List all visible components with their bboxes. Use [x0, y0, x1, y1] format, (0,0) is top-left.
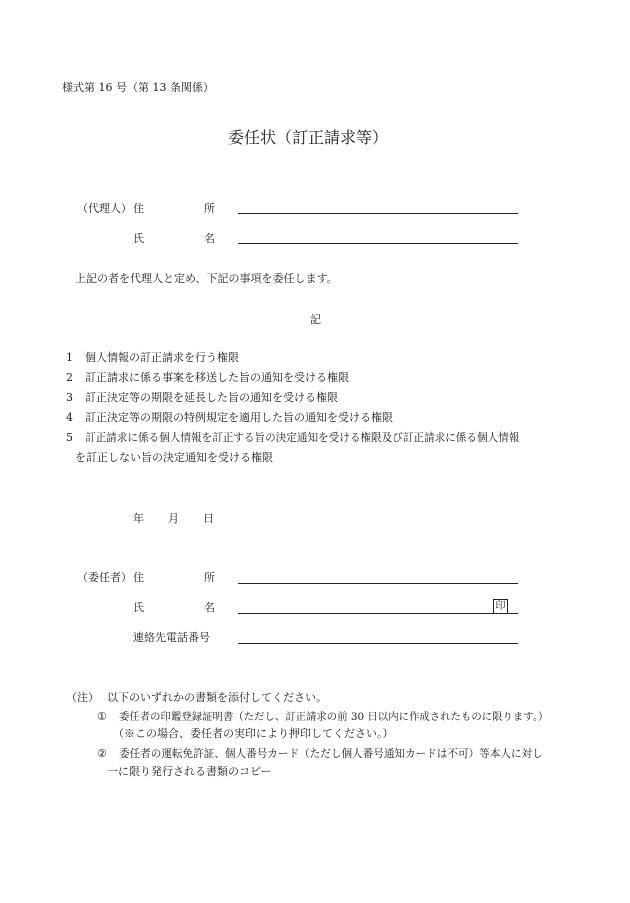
principal-address-label-2: 所: [204, 571, 215, 584]
agent-name-label-2: 名: [204, 232, 215, 245]
principal-name-field[interactable]: [238, 613, 518, 614]
agent-name-label-1: 氏: [133, 232, 144, 245]
note-text: 委任者の印鑑登録証明書（ただし、訂正請求の前 30 日以内に作成されたものに限ります。）: [119, 711, 549, 723]
note-number: ②: [97, 747, 107, 760]
agent-address-label-2: 所: [204, 202, 215, 215]
form-number: 様式第 16 号（第 13 条関係）: [62, 81, 214, 94]
principal-phone-label: 連絡先電話番号: [133, 631, 210, 644]
item-text: 訂正請求に係る個人情報を訂正する旨の決定通知を受ける権限及び訂正請求に係る個人情報: [85, 432, 520, 444]
principal-phone-field[interactable]: [238, 643, 518, 644]
intro-text: 上記の者を代理人と定め、下記の事項を委任します。: [75, 272, 338, 285]
date-month-label: 月: [168, 512, 179, 525]
principal-address-field[interactable]: [238, 583, 518, 584]
date-day-label: 日: [203, 512, 214, 525]
item-number: 2: [66, 371, 73, 384]
agent-address-label-1: 住: [133, 202, 144, 215]
note-number: ①: [97, 710, 107, 723]
item-text: 訂正請求に係る事案を移送した旨の通知を受ける権限: [85, 371, 349, 384]
notes-label: （注）: [66, 691, 99, 704]
item-number: 5: [66, 431, 73, 444]
note-text-continued: 一に限り発行される書類のコピー: [107, 765, 272, 778]
item-text-continued: を訂正しない旨の決定通知を受ける権限: [75, 451, 273, 464]
page-title: 委任状（訂正請求等）: [228, 128, 389, 147]
item-number: 1: [66, 351, 73, 364]
date-year-label: 年: [133, 512, 144, 525]
principal-name-label-2: 名: [204, 601, 215, 614]
principal-role-label: （委任者）: [77, 571, 132, 584]
note-subtext: （※この場合、委任者の実印により押印してください。）: [113, 727, 394, 740]
agent-name-field[interactable]: [238, 243, 518, 244]
item-text: 訂正決定等の期限を延長した旨の通知を受ける権限: [85, 391, 338, 404]
item-text: 個人情報の訂正請求を行う権限: [85, 351, 239, 364]
note-text: 委任者の運転免許証、個人番号カード（ただし個人番号通知カードは不可）等本人に対し: [119, 748, 543, 760]
agent-role-label: （代理人）: [77, 202, 132, 215]
principal-name-label-1: 氏: [133, 601, 144, 614]
notes-heading: 以下のいずれかの書類を添付してください。: [107, 691, 327, 704]
item-number: 4: [66, 411, 73, 424]
ki-heading: 記: [310, 313, 321, 326]
item-text: 訂正決定等の期限の特例規定を適用した旨の通知を受ける権限: [85, 411, 393, 424]
item-number: 3: [66, 391, 73, 404]
principal-address-label-1: 住: [133, 571, 144, 584]
seal-mark: 印: [493, 599, 508, 614]
agent-address-field[interactable]: [238, 213, 518, 214]
